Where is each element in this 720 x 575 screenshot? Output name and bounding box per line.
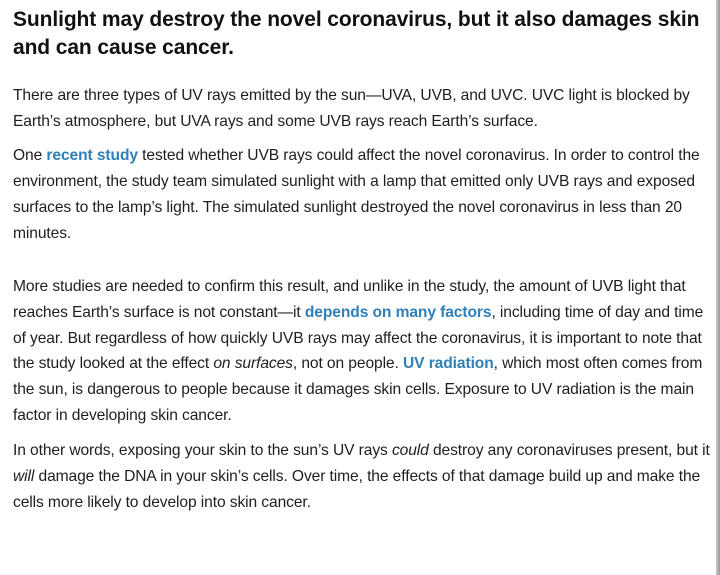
- emphasis-could: could: [391, 442, 429, 460]
- paragraph-text: More studies are needed to confirm this result, and unlike in the study, the amount of UVB light that reaches Earth’s surface is not constant—it: [13, 278, 686, 321]
- paragraph-in-other-words: [13, 438, 710, 515]
- paragraph-text: There are three types of UV rays emitted by the sun—UVA, UVB, and UVC. UVC light is blocked by Earth’s atmosphere, but UVA rays and some UVB rays reach Earth’s surface.: [13, 87, 690, 130]
- paragraph-text: damage the DNA in your skin’s cells. Over time, the effects of that damage build up and make the cells more likely to develop into skin cancer.: [13, 468, 701, 511]
- paragraph-text: One: [13, 147, 47, 165]
- recent-study-link[interactable]: recent study: [46, 147, 138, 165]
- emphasis-on-surfaces: on surfaces: [213, 355, 293, 373]
- paragraph-text: , including time of day and time of year. But regardless of how quickly UVB rays may affect the coronavirus, it is important to note that the study looked at the effect: [13, 303, 704, 373]
- paragraph-text: , not on people.: [292, 355, 404, 373]
- depends-on-many-factors-link[interactable]: depends on many factors: [304, 303, 492, 321]
- emphasis-will: will: [13, 468, 35, 486]
- uv-radiation-link[interactable]: UV radiation: [403, 355, 494, 373]
- paragraph-more-studies: [13, 274, 710, 428]
- paragraph-text: destroy any coronaviruses present, but it: [428, 442, 710, 460]
- article-heading: Sunlight may destroy the novel coronavirus, but it also damages skin and can cause cancer.: [13, 8, 700, 59]
- paragraph-text: , which most often comes from the sun, is dangerous to people because it damages skin cells. Exposure to UV radiation is the main factor in developing skin cancer.: [13, 355, 703, 424]
- paragraph-uv-types: [13, 83, 710, 134]
- paragraph-text: In other words, exposing your skin to the sun’s UV rays: [13, 442, 392, 460]
- paragraph-recent-study: [13, 143, 710, 246]
- paragraph-text: tested whether UVB rays could affect the novel coronavirus. In order to control the environment, the study team simulated sunlight with a lamp that emitted only UVB rays and exposed surfaces to the lamp’s light. The simulated sunlight destroyed the novel coronavirus in less than 20 minutes.: [13, 147, 700, 242]
